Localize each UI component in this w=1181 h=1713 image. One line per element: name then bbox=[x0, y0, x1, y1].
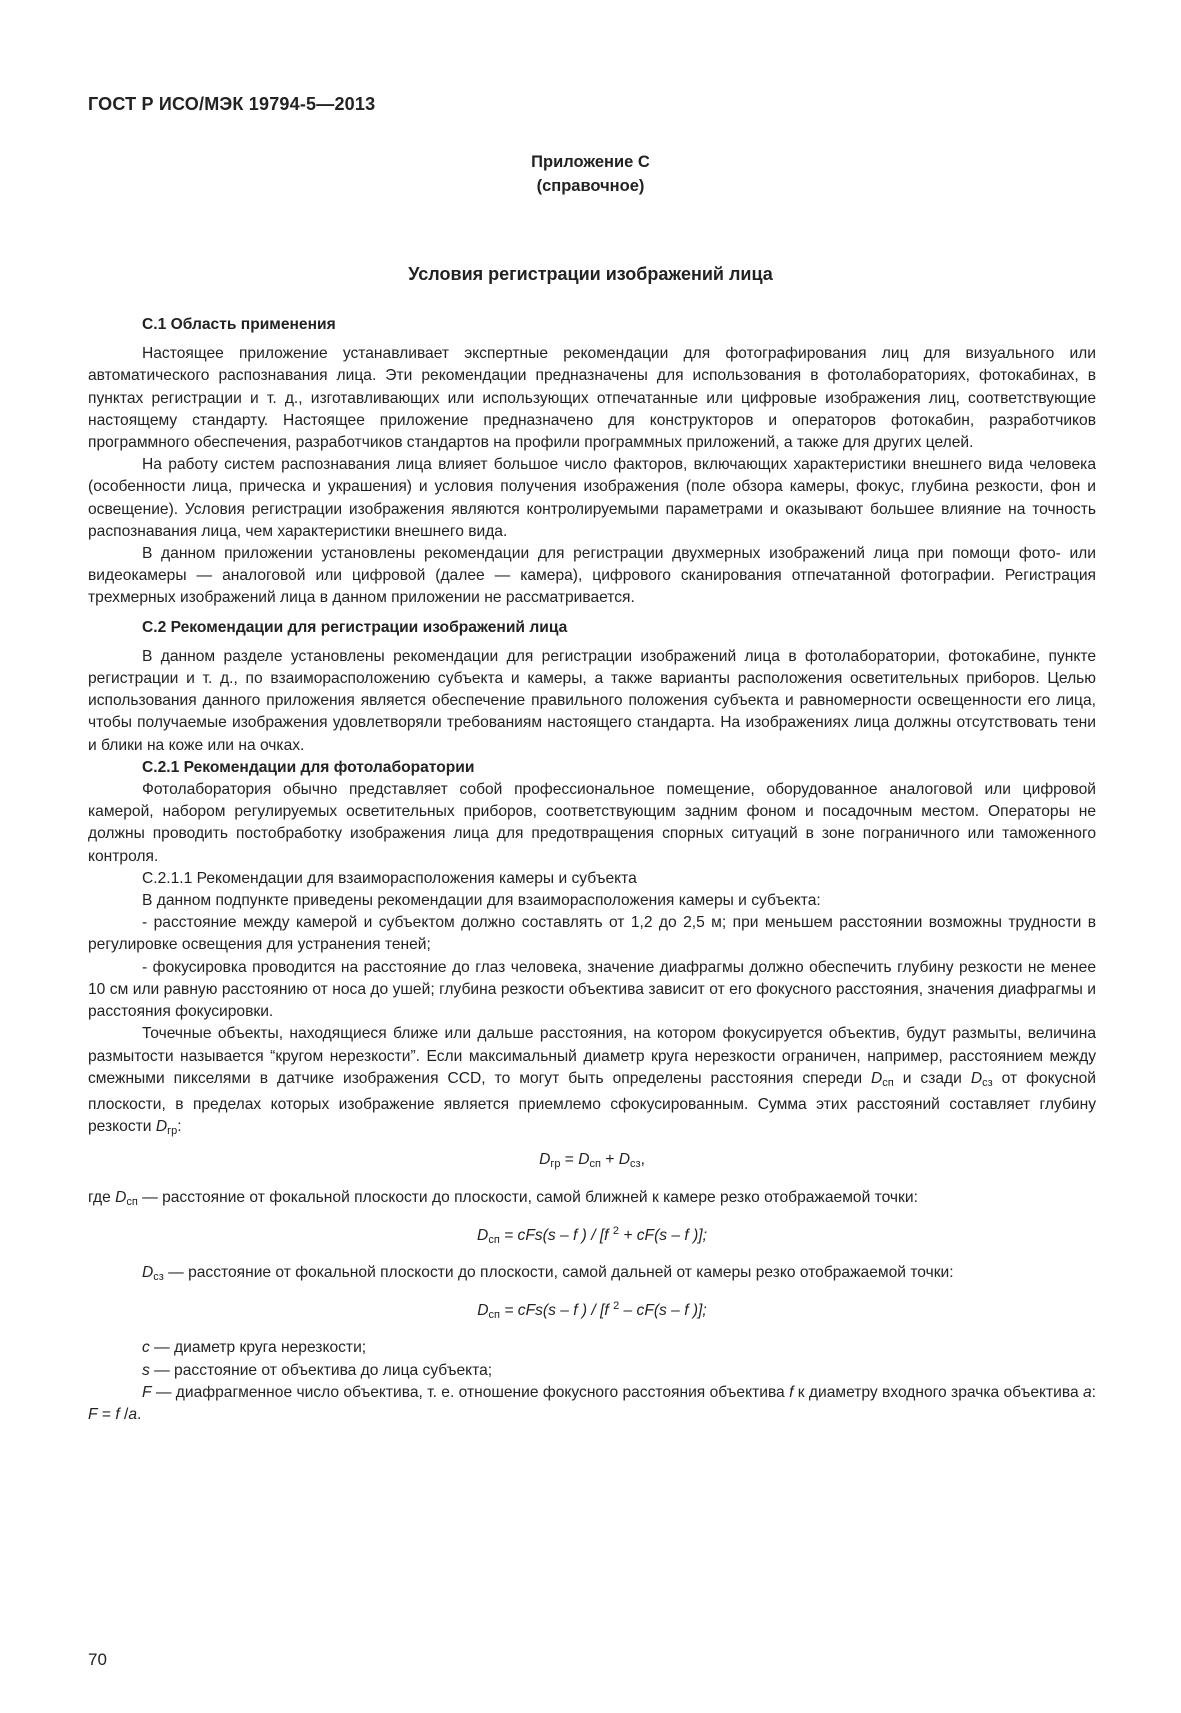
document-header: ГОСТ Р ИСО/МЭК 19794-5—2013 bbox=[88, 94, 376, 114]
paragraph: Настоящее приложение устанавливает экспертные рекомендации для фотографирования лиц для визуального или автоматического распознавания лица. Эти рекомендации предназначены для использования в фотолабораториях, фотокабинах, в пунктах регистрации и т. д., изготавливающих или использующих отпечатанные или цифровые изображения лиц, соответствующие настоящему стандарту. Настоящее приложение предназначено для конструкторов и операторов фотокабин, разработчиков программного обеспечения, разработчиков стандартов на профили программных приложений, а также для других целей. bbox=[88, 345, 1096, 452]
section-heading-c2: С.2 Рекомендации для регистрации изображений лица bbox=[142, 618, 568, 636]
formula-depth-of-field: $D_{гр} = D_{сп} + D_{сз}$, bbox=[539, 1151, 645, 1171]
paragraph: В данном приложении установлены рекомендации для регистрации двухмерных изображений лица при помощи фото- или видеокамеры — аналоговой или цифровой (далее — камера), цифрового сканирования отпечатанной фотографии. Регистрация трехмерных изображений лица в данном приложении не рассматривается. bbox=[88, 545, 1096, 607]
annex-title: Условия регистрации изображений лица bbox=[408, 264, 773, 284]
subsection-heading-c21: С.2.1 Рекомендации для фотолаборатории bbox=[142, 758, 475, 776]
paragraph: В данном подпункте приведены рекомендации для взаиморасположения камеры и субъекта: bbox=[142, 892, 821, 910]
list-item: - расстояние между камерой и субъектом должно составлять от 1,2 до 2,5 м; при меньшем расстоянии возможны трудности в регулировке освещения для устранения теней; bbox=[88, 914, 1096, 954]
formula-d-sz: $D_{сп} = cFs(s - f$ ) / [f $^2$ – cF(s – f )]; bbox=[477, 1300, 707, 1322]
annex-status: (справочное) bbox=[536, 177, 645, 195]
section-heading-c1: С.1 Область применения bbox=[142, 316, 336, 333]
definition-d-sz: $D_{сз}$ — расстояние от фокальной плоскости до плоскости, самой дальней от камеры резко отображаемой точки: bbox=[142, 1263, 954, 1283]
definition-s: s — расстояние от объектива до лица субъекта; bbox=[142, 1361, 493, 1379]
list-item: - фокусировка проводится на расстояние до глаз человека, значение диафрагмы должно обеспечить глубину резкости не менее 10 см или равную расстоянию от носа до ушей; глубина резкости объектива зависит от его фокусного расстояния, значения диафрагмы и расстояния фокусировки. bbox=[88, 958, 1096, 1021]
paragraph-depth-of-field: Точечные объекты, находящиеся ближе или дальше расстояния, на котором фокусируется объектив, будут размыты, величина размытости называется “кругом нерезкости”. Если максимальный диаметр круга нерезкости ограничен, например, расстоянием между смежными пикселями в датчике изображения CCD, то могут быть определены расстояния спереди $D_{сп}$ и сзади $D_{сз}$ от фокусной плоскости, в пределах которых изображение является приемлемо сфокусированным. Сумма этих расстояний составляет глубину резкости $D_{гр}$: bbox=[88, 1025, 1096, 1138]
definition-f-number: F — диафрагменное число объектива, т. е. отношение фокусного расстояния объектива f к диаметру входного зрачка объектива a: F = f /a. bbox=[88, 1383, 1097, 1423]
annex-heading bbox=[0, 150, 1181, 198]
annex-label: Приложение С bbox=[531, 153, 650, 171]
formula-d-sp: $D_{сп} = cFs(s - f$ ) / [f $^2$ + cF(s – f )]; bbox=[477, 1224, 707, 1246]
document-body bbox=[88, 314, 1096, 1426]
definition-c: c — диаметр круга нерезкости; bbox=[142, 1339, 367, 1357]
definition-d-sp: где $D_{сп}$ — расстояние от фокальной плоскости до плоскости, самой ближней к камере резко отображаемой точки: bbox=[88, 1188, 918, 1208]
page-number: 70 bbox=[88, 1650, 107, 1669]
paragraph: На работу систем распознавания лица влияет большое число факторов, включающих характеристики внешнего вида человека (особенности лица, прическа и украшения) и условия получения изображения (поле обзора камеры, фокус, глубина резкости, фон и освещение). Условия регистрации изображения являются контролируемыми параметрами и оказывают большее влияние на точность распознавания лица, чем характеристики внешнего вида. bbox=[88, 456, 1096, 540]
subsubsection-heading-c211: С.2.1.1 Рекомендации для взаиморасположения камеры и субъекта bbox=[142, 869, 637, 887]
paragraph: Фотолаборатория обычно представляет собой профессиональное помещение, оборудованное аналоговой или цифровой камерой, набором регулируемых осветительных приборов, соответствующим задним фоном и посадочным местом. Операторы не должны проводить постобработку изображения лица для предотвращения спорных ситуаций в зоне пограничного или таможенного контроля. bbox=[88, 781, 1096, 865]
paragraph: В данном разделе установлены рекомендации для регистрации изображений лица в фотолаборатории, фотокабине, пункте регистрации и т. д., по взаиморасположению субъекта и камеры, а также варианты расположения осветительных приборов. Целью использования данного приложения является обеспечение правильного положения субъекта и равномерности освещенности его лица, чтобы получаемые изображения удовлетворяли требованиям настоящего стандарта. На изображениях лица должны отсутствовать тени и блики на коже или на очках. bbox=[88, 647, 1096, 754]
